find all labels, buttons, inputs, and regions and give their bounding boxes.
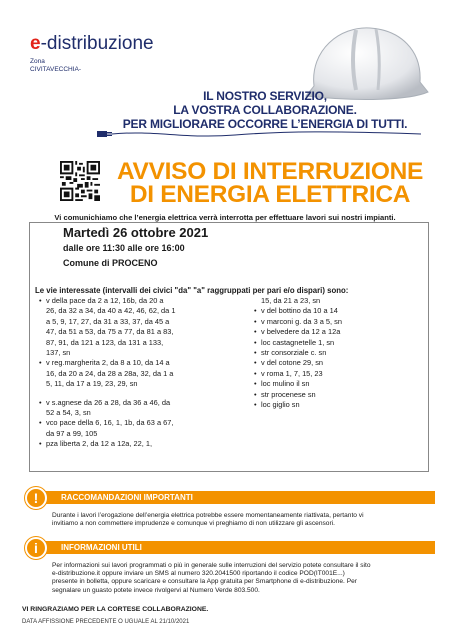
streets-heading: Le vie interessate (intervalli dei civici "da" "a" raggruppati per pari e/o dispari) sono: bbox=[35, 286, 349, 295]
street-line: • v roma 1, 7, 15, 23 bbox=[254, 369, 424, 379]
outage-comune: Comune di PROCENO bbox=[63, 258, 158, 268]
street-line: • v della pace da 2 a 12, 16b, da 20 a bbox=[39, 296, 239, 306]
street-line: 16, da 20 a 24, da 28 a 28a, 32, da 1 a bbox=[46, 368, 174, 378]
street-line: • v del bottino da 10 a 14 bbox=[254, 306, 424, 316]
recommendations-bar: RACCOMANDAZIONI IMPORTANTI bbox=[43, 491, 435, 504]
street-line: a 5, 9, 17, 27, da 31 a 33, 37, da 45 a bbox=[46, 316, 170, 326]
outage-hours: dalle ore 11:30 alle ore 16:00 bbox=[63, 243, 185, 253]
recommendations-text: Durante i lavori l’erogazione dell’energia elettrica potrebbe essere momentaneamente riattivata, pertanto vi invitiamo a non commettere imprudenze e comunque vi preghiamo di non utilizzare gli ascensori. bbox=[52, 512, 364, 528]
street-line: 15, da 21 a 23, sn bbox=[261, 296, 321, 305]
slogan: IL NOSTRO SERVIZIO, LA VOSTRA COLLABORAZIONE. PER MIGLIORARE OCCORRE L’ENERGIA DI TUTTI. bbox=[122, 89, 408, 131]
info-header bbox=[25, 537, 435, 559]
street-line: • loc mulino il sn bbox=[254, 379, 424, 389]
thanks-text: VI RINGRAZIAMO PER LA CORTESE COLLABORAZIONE. bbox=[22, 606, 209, 613]
e-distribuzione-logo: e-distribuzione bbox=[30, 33, 154, 54]
warning-icon: ! bbox=[25, 487, 47, 509]
qr-code-icon bbox=[60, 161, 100, 201]
street-line: • vco pace della 6, 16, 1, 1b, da 63 a 67, bbox=[39, 418, 239, 428]
zone-label: Zona CIVITAVECCHIA- bbox=[30, 58, 82, 73]
street-line: • str consorziale c. sn bbox=[254, 348, 424, 358]
street-line: da 97 a 99, 105 bbox=[46, 428, 98, 438]
posting-date: DATA AFFISSIONE PRECEDENTE O UGUALE AL 21/10/2021 bbox=[22, 619, 190, 625]
street-line: • loc giglio sn bbox=[254, 400, 424, 410]
power-cable-icon bbox=[95, 128, 425, 140]
streets-column-2 bbox=[254, 296, 424, 410]
street-line: 47, da 51 a 53, da 75 a 77, da 81 a 83, bbox=[46, 327, 174, 337]
street-line: • pza liberta 2, da 12 a 12a, 22, 1, bbox=[39, 439, 239, 449]
street-line: 87, 91, da 121 a 123, da 131 a 133, bbox=[46, 337, 164, 347]
street-line: 137, sn bbox=[46, 348, 71, 358]
streets-column-1 bbox=[39, 296, 239, 450]
list-spacer bbox=[39, 390, 239, 398]
info-text: Per informazioni sui lavori programmati o più in generale sulle interruzioni del servizio potete consultare il sito e-distribuzione.it oppure inviare un SMS al numero 320.2041500 riportando il codice POD(IT001E...) presente in bolletta, oppure scaricare e consultare la App gratuita per Smartphone di e-distribuzione. Per segnalare un guasto potete invece rivolgervi al Numero Verde 803.500. bbox=[52, 562, 371, 594]
recommendations-header bbox=[25, 487, 435, 509]
street-line: • v del cotone 29, sn bbox=[254, 358, 424, 368]
street-line: • loc castagnetelle 1, sn bbox=[254, 338, 424, 348]
street-line: 52 a 54, 3, sn bbox=[46, 408, 91, 418]
intro-text: Vi comunichiamo che l’energia elettrica verrà interrotta per effettuare lavori sui nostri impianti. bbox=[54, 213, 396, 222]
street-line: 5, 11, da 17 a 19, 23, 29, sn bbox=[46, 379, 138, 389]
info-icon: i bbox=[25, 537, 47, 559]
street-line: 26, da 32 a 34, da 40 a 42, 46, 62, da 1 bbox=[46, 306, 176, 316]
outage-date: Martedì 26 ottobre 2021 bbox=[63, 225, 209, 240]
street-line: • v belvedere da 12 a 12a bbox=[254, 327, 424, 337]
street-line: • v reg.margherita 2, da 8 a 10, da 14 a bbox=[39, 358, 239, 368]
notice-title: AVVISO DI INTERRUZIONE DI ENERGIA ELETTRICA bbox=[116, 158, 424, 208]
street-line: • v s.agnese da 26 a 28, da 36 a 46, da bbox=[39, 398, 239, 408]
info-bar: INFORMAZIONI UTILI bbox=[43, 541, 435, 554]
street-line: • str procenese sn bbox=[254, 390, 424, 400]
street-line: • v marconi g. da 3 a 5, sn bbox=[254, 317, 424, 327]
